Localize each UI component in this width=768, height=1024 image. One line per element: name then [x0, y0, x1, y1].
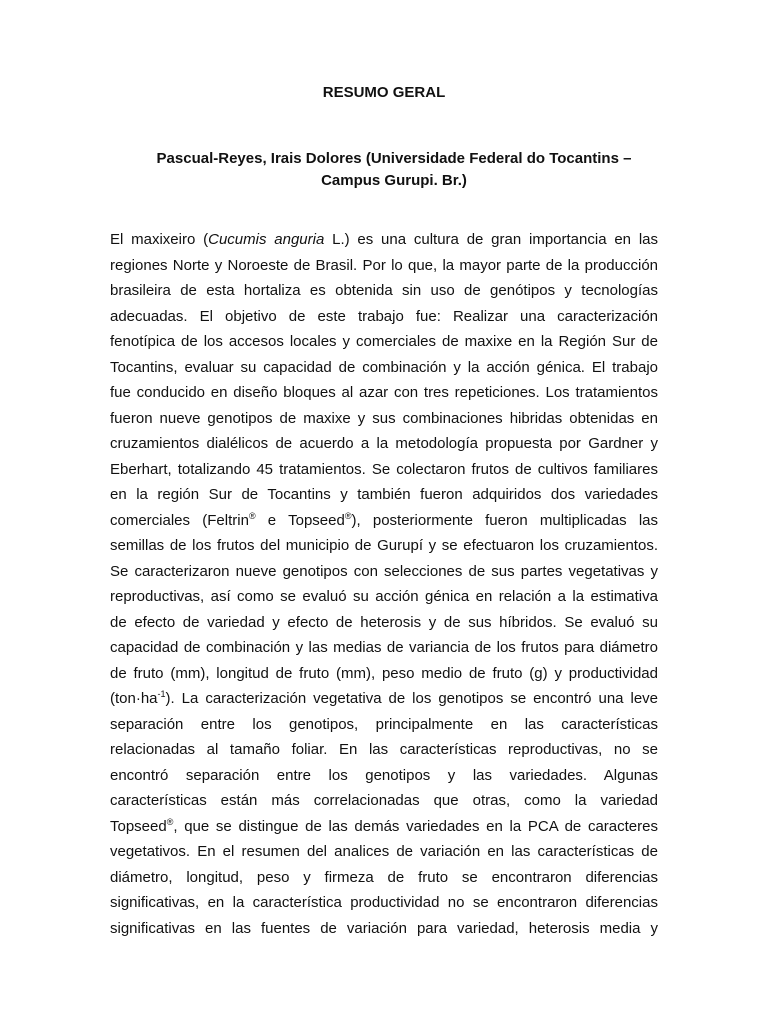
author-line-2: Campus Gurupi. Br.) [321, 172, 467, 189]
abstract-line-8: fueron nueve genotipos de maxixe y sus combinaciones hibridas obtenidas en [110, 409, 658, 427]
text-run: e Topseed [255, 511, 345, 529]
abstract-line-12 [110, 508, 658, 534]
abstract-line-11: en la región Sur de Tocantins y también fueron adquiridos dos variedades [110, 486, 658, 503]
abstract-line-4: adecuadas. El objetivo de este trabajo fue: Realizar una caracterización [110, 307, 658, 325]
text-run: ), posteriormente fueron multiplicadas las [351, 511, 659, 529]
abstract-line-24 [110, 814, 658, 840]
author-line-1: Pascual-Reyes, Irais Dolores (Universidade Federal do Tocantins – [156, 150, 632, 167]
abstract-line-2: regiones Norte y Noroeste de Brasil. Por lo que, la mayor parte de la producción [110, 256, 658, 274]
abstract-line-22: encontró separación entre los genotipos y las variedades. Algunas [110, 766, 658, 784]
abstract-line-25: vegetativos. En el resumen del analices de variación en las características de [110, 843, 658, 860]
abstract-line-14: Se caracterizaron nueve genotipos con selecciones de sus partes vegetativas y [110, 562, 658, 580]
abstract-line-23: características están más correlacionadas que otras, como la variedad [110, 792, 658, 809]
abstract-line-26: diámetro, longitud, peso y firmeza de fruto se encontraron diferencias [110, 868, 658, 886]
text-run: comerciales (Feltrin [110, 511, 249, 529]
abstract-line-10: Eberhart, totalizando 45 tratamientos. Se colectaron frutos de cultivos familiares [110, 460, 658, 478]
abstract-line-6: Tocantins, evaluar su capacidad de combinación y la acción génica. El trabajo [110, 358, 658, 376]
abstract-line-7: fue conducido en diseño bloques al azar con tres repeticiones. Los tratamientos [110, 384, 658, 401]
text-run: El maxixeiro ( [110, 231, 209, 248]
abstract-line-15: reproductivas, así como se evaluó su acción génica en relación a la estimativa [110, 588, 658, 605]
abstract-line-27: significativas, en la característica productividad no se encontraron diferencias [110, 894, 658, 911]
exponent: -1 [157, 689, 166, 699]
abstract-line-3: brasileira de esta hortaliza es obtenida sin uso de genótipos y tecnologías [110, 282, 658, 299]
abstract-line-17: capacidad de combinación y las medias de variancia de los frutos para diámetro [110, 639, 658, 656]
text-run: L.) es una cultura de gran importancia en las [324, 231, 658, 248]
registered-mark: ® [344, 510, 352, 521]
registered-mark: ® [166, 816, 174, 827]
abstract-line-16: de efecto de variedad y efecto de heterosis y de sus híbridos. Se evaluó su [110, 613, 658, 631]
page-title: RESUMO GERAL [322, 84, 446, 101]
abstract-line-5: fenotípica de los accesos locales y comerciales de maxixe en la Región Sur de [110, 333, 658, 350]
abstract-body [110, 227, 658, 941]
abstract-line-21: relacionadas al tamaño foliar. En las características reproductivas, no se [110, 741, 658, 758]
text-run: (ton·ha [110, 690, 158, 707]
abstract-line-19 [110, 686, 658, 712]
author-affiliation [120, 148, 668, 192]
abstract-line-18: de fruto (mm), longitud de fruto (mm), peso medio de fruto (g) y productividad [110, 664, 658, 682]
registered-mark: ® [248, 510, 256, 521]
abstract-line-1 [110, 227, 658, 253]
text-run: ). La caracterización vegetativa de los genotipos se encontró una leve [165, 690, 658, 707]
abstract-line-9: cruzamientos dialélicos de acuerdo a la metodología propuesta por Gardner y [110, 435, 658, 452]
species-name: Cucumis anguria [208, 231, 325, 248]
text-run: Topseed [110, 817, 167, 835]
abstract-line-13: semillas de los frutos del municipio de Gurupí y se efectuaron los cruzamientos. [110, 537, 658, 554]
text-run: , que se distingue de las demás variedades en la PCA de caracteres [173, 817, 658, 835]
abstract-line-20: separación entre los genotipos, principalmente en las características [110, 715, 658, 733]
abstract-line-28: significativas en las fuentes de variación para variedad, heterosis media y [110, 919, 658, 937]
